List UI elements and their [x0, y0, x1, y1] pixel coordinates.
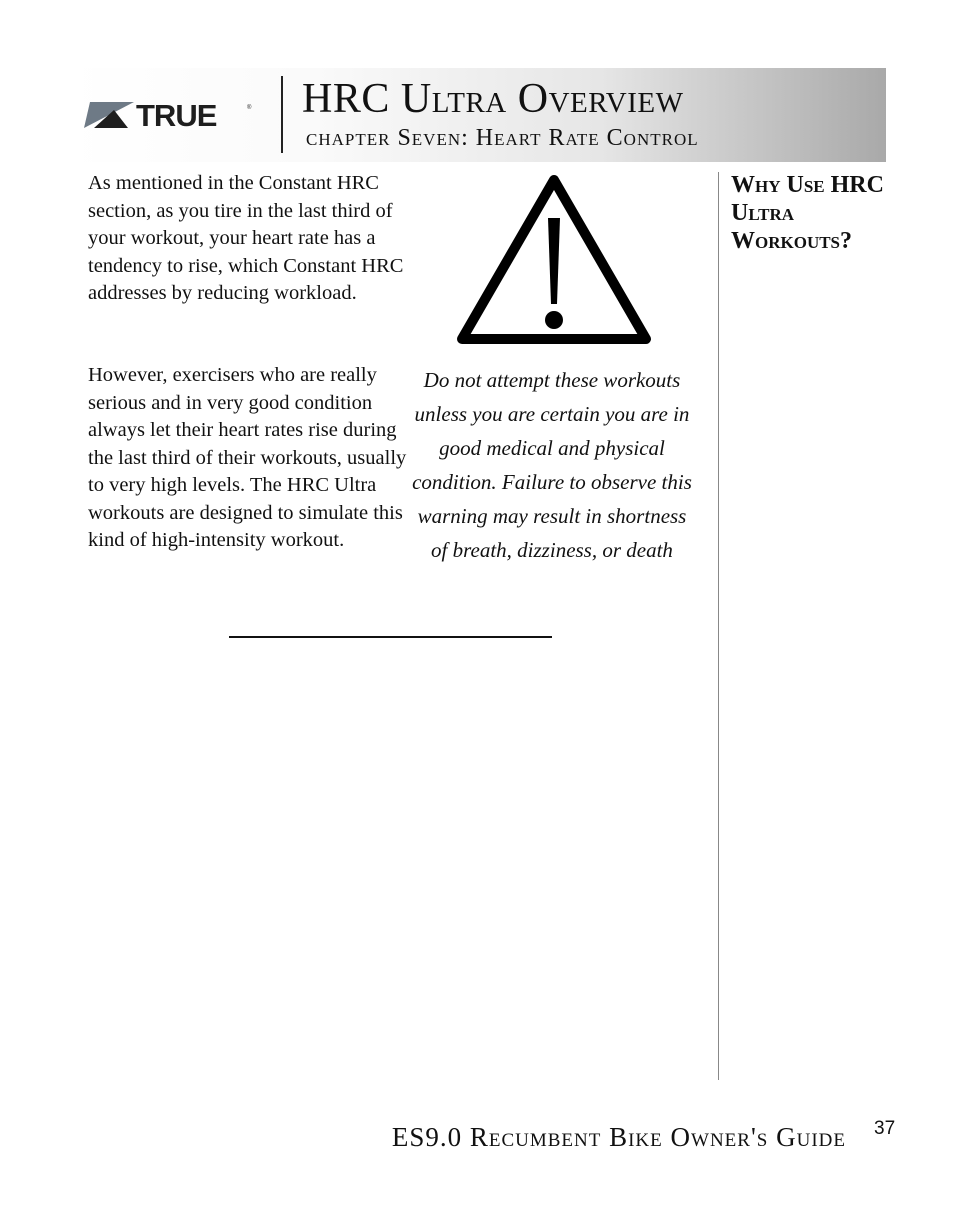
warning-text: Do not attempt these workouts unless you are certain you are in good medical and physical condition. Failure to observe this warning may result in shortness of breath, dizziness, or death — [412, 368, 692, 562]
chapter-subtitle: chapter Seven: Heart Rate Control — [306, 125, 699, 151]
warning-triangle-icon — [456, 172, 652, 348]
true-logo-mark — [84, 102, 252, 128]
paragraph-serious-exercisers: However, exercisers who are really serious and in very good condition always let their heart rates rise during the last third of their workouts, usually to very high levels. The HRC Ultra workouts are designed to simulate this kind of high-intensity workout. — [88, 364, 407, 551]
sidebar-column-rule — [718, 172, 719, 1080]
header-divider — [281, 76, 283, 153]
section-end-rule — [229, 636, 552, 638]
page-title: HRC Ultra Overview — [302, 76, 684, 122]
logo-text: TRUE — [136, 102, 217, 128]
paragraph-constant-hrc: As mentioned in the Constant HRC section, as you tire in the last third of your workout, your heart rate has a tendency to rise, which Constant HRC addresses by reducing workload. — [88, 172, 404, 304]
page-number: 37 — [874, 1118, 896, 1139]
true-logo — [84, 102, 252, 128]
sidebar-heading: Why Use HRC Ultra Workouts? — [731, 172, 884, 254]
footer-guide-title: ES9.0 Recumbent Bike Owner's Guide — [391, 1122, 846, 1152]
svg-text:®: ® — [247, 105, 252, 111]
